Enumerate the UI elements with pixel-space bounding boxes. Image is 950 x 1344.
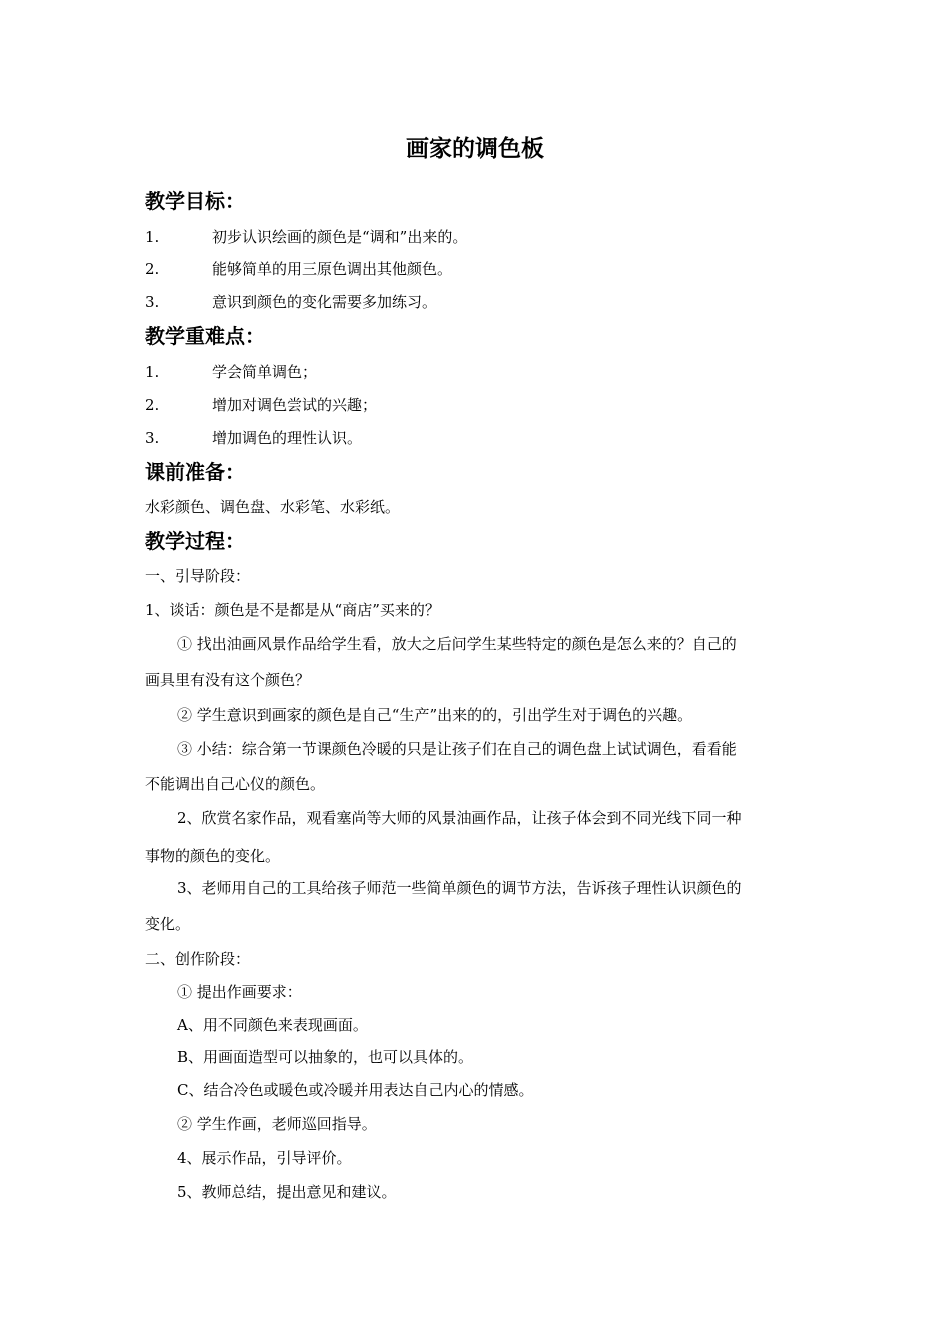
key-point-text: 学会简单调色； bbox=[212, 363, 318, 381]
objective-number: 1. bbox=[145, 228, 160, 246]
key-point-text: 增加调色的理性认识。 bbox=[212, 429, 363, 447]
process-line: ② 学生作画，老师巡回指导。 bbox=[177, 1115, 377, 1133]
process-line: ① 找出油画风景作品给学生看，放大之后问学生某些特定的颜色是怎么来的？自己的 bbox=[177, 635, 737, 653]
process-line: 事物的颜色的变化。 bbox=[145, 847, 281, 865]
process-line: C、结合冷色或暖色或冷暖并用表达自己内心的情感。 bbox=[177, 1081, 534, 1099]
process-line: 5、教师总结，提出意见和建议。 bbox=[177, 1183, 397, 1201]
process-line: 画具里有没有这个颜色？ bbox=[145, 671, 311, 689]
process-line: 二、创作阶段： bbox=[145, 950, 251, 968]
process-line: 不能调出自己心仪的颜色。 bbox=[145, 775, 326, 793]
process-line: ③ 小结：综合第一节课颜色冷暖的只是让孩子们在自己的调色盘上试试调色，看看能 bbox=[177, 740, 737, 758]
process-line: 4、展示作品，引导评价。 bbox=[177, 1149, 352, 1167]
objective-text: 意识到颜色的变化需要多加练习。 bbox=[212, 293, 438, 311]
process-line: 变化。 bbox=[145, 915, 191, 933]
objective-number: 2. bbox=[145, 260, 160, 278]
objective-text: 初步认识绘画的颜色是“调和”出来的。 bbox=[212, 228, 468, 246]
process-line: 一、引导阶段： bbox=[145, 567, 251, 585]
process-line: 1、谈话：颜色是不是都是从“商店”买来的？ bbox=[145, 601, 440, 619]
process-line: 2、欣赏名家作品，观看塞尚等大师的风景油画作品，让孩子体会到不同光线下同一种 bbox=[177, 809, 742, 827]
process-line: ② 学生意识到画家的颜色是自己“生产”出来的的，引出学生对于调色的兴趣。 bbox=[177, 706, 693, 724]
objectives-heading: 教学目标： bbox=[145, 189, 245, 213]
objective-text: 能够简单的用三原色调出其他颜色。 bbox=[212, 260, 453, 278]
key-point-number: 3. bbox=[145, 429, 160, 447]
objective-number: 3. bbox=[145, 293, 160, 311]
process-line: ① 提出作画要求： bbox=[177, 983, 302, 1001]
document-title: 画家的调色板 bbox=[406, 136, 544, 162]
key-point-number: 2. bbox=[145, 396, 160, 414]
process-line: 3、老师用自己的工具给孩子师范一些简单颜色的调节方法，告诉孩子理性认识颜色的 bbox=[177, 879, 742, 897]
process-line: A、用不同颜色来表现画面。 bbox=[177, 1016, 368, 1034]
key-point-number: 1. bbox=[145, 363, 160, 381]
preparation-text: 水彩颜色、调色盘、水彩笔、水彩纸。 bbox=[145, 498, 401, 516]
process-line: B、用画面造型可以抽象的，也可以具体的。 bbox=[177, 1048, 474, 1066]
key-point-text: 增加对调色尝试的兴趣； bbox=[212, 396, 378, 414]
process-heading: 教学过程： bbox=[145, 529, 245, 553]
key-points-heading: 教学重难点： bbox=[145, 324, 265, 348]
preparation-heading: 课前准备： bbox=[145, 460, 245, 484]
